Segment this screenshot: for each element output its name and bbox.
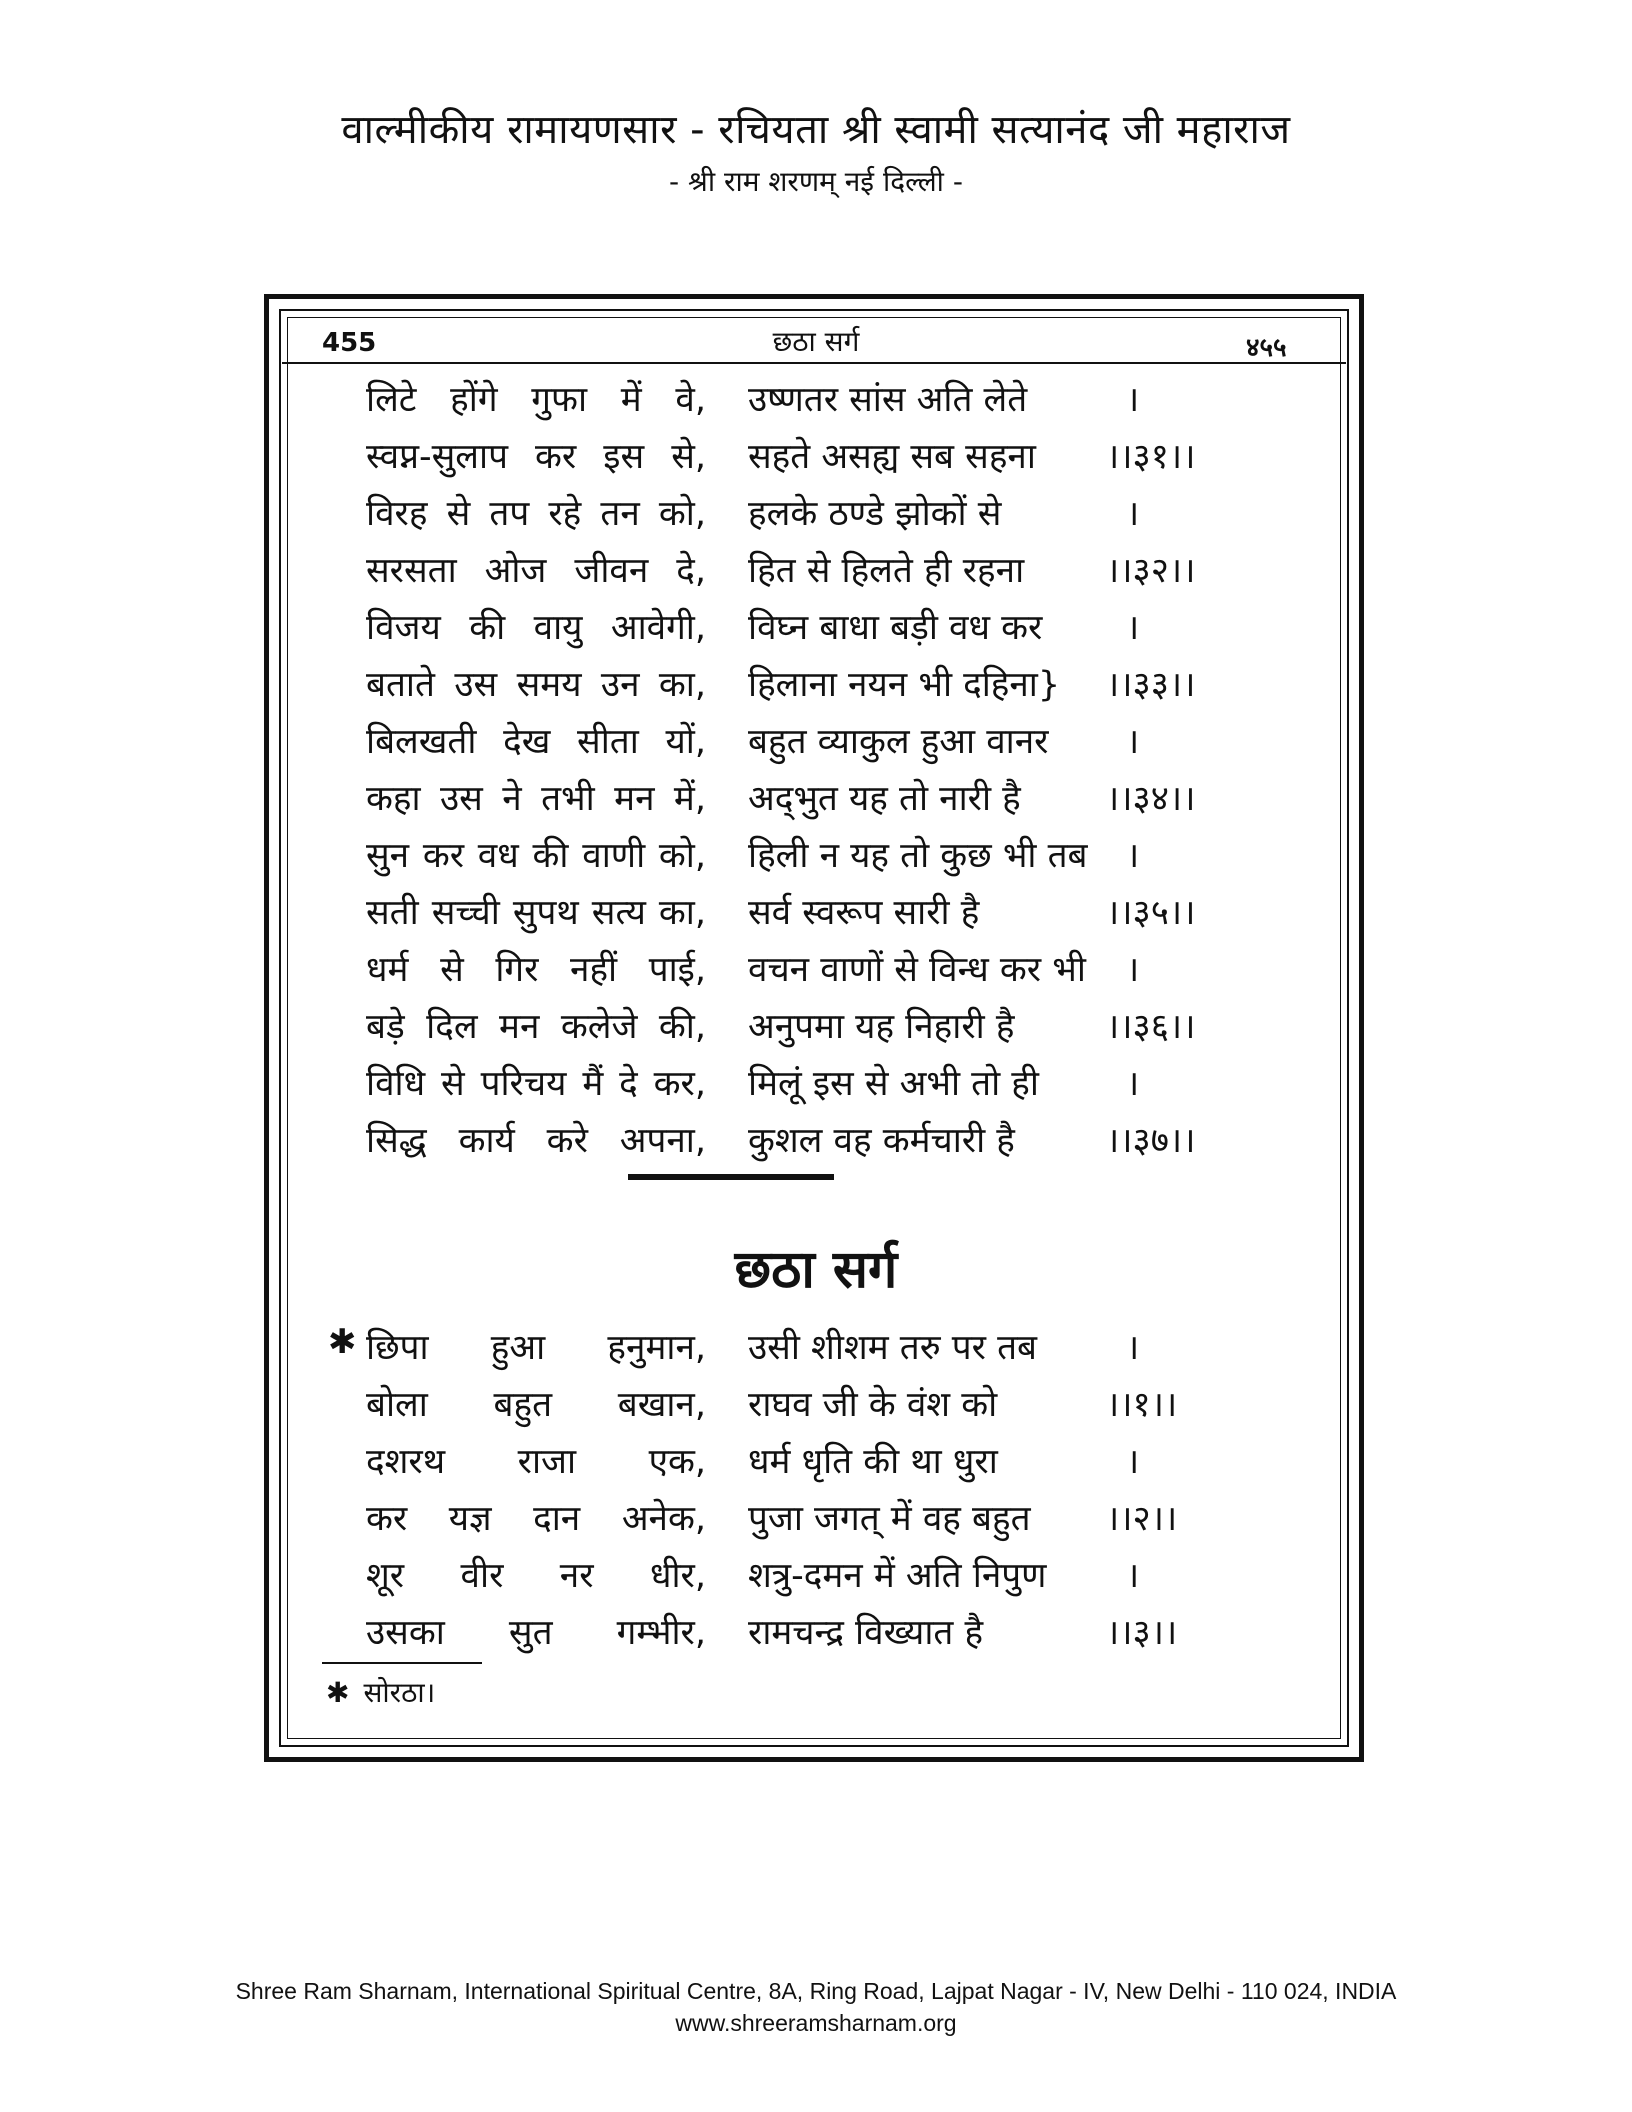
verse-second-half: कुशल वह कर्मचारी है [748,1121,1015,1161]
verse-second-half: सर्व स्वरूप सारी है [748,893,980,933]
verse-line [366,1320,1346,1377]
verse-first-half: सुन कर वध की वाणी को, [366,836,706,876]
verse-second-half: शत्रु-दमन में अति निपुण [748,1556,1047,1596]
footer-address: Shree Ram Sharnam, International Spiritual Centre, 8A, Ring Road, Lajpat Nagar - IV, New Delhi - 110 024, INDIA [235,1978,1397,2004]
verse-first-half: विरह से तप रहे तन को, [366,494,706,534]
footnote-rule [322,1662,482,1664]
verse-line [366,999,1346,1056]
verse-number: ।।३५।। [1106,893,1196,933]
running-title: छठा सर्ग [772,325,860,358]
verse-line [366,600,1346,657]
page-number-left: 455 [322,328,377,358]
verse-number: ।।३१।। [1106,437,1196,477]
verse-line [366,543,1346,600]
verse-first-half: छिपा हुआ हनुमान, [366,1328,706,1368]
verse-first-half: स्वप्न-सुलाप कर इस से, [366,437,706,477]
verse-line [366,429,1346,486]
verse-number: । [1126,380,1140,420]
document-title: वाल्मीकीय रामायणसार - रचियता श्री स्वामी सत्यानंद जी महाराज [341,107,1291,153]
verse-line [366,885,1346,942]
verse-line [366,1491,1346,1548]
verse-first-half: दशरथ राजा एक, [366,1442,706,1482]
verse-first-half: कहा उस ने तभी मन में, [366,779,706,819]
verse-number: ।।३।। [1106,1613,1178,1653]
verse-number: ।।२।। [1106,1499,1178,1539]
verse-number: ।।३४।। [1106,779,1196,819]
verse-second-half: हित से हिलते ही रहना [748,551,1025,591]
verse-number: ।।३७।। [1106,1121,1196,1161]
verse-first-half: विजय की वायु आवेगी, [366,608,706,648]
verse-line [366,657,1346,714]
page-number-right: ४५५ [1246,333,1287,363]
verse-line [366,1113,1346,1170]
verse-first-half: बताते उस समय उन का, [366,665,706,705]
verse-second-half: अनुपमा यह निहारी है [748,1007,1015,1047]
verse-line [366,828,1346,885]
verse-line [366,714,1346,771]
section-divider [628,1174,834,1180]
verse-line [366,771,1346,828]
verse-number: । [1126,1328,1140,1368]
footnote-text: सोरठा। [363,1676,436,1709]
verse-second-half: राघव जी के वंश को [748,1385,998,1425]
verse-second-half: पुजा जगत् में वह बहुत [748,1499,1031,1539]
verse-number: ।।१।। [1106,1385,1178,1425]
verse-first-half: सरसता ओज जीवन दे, [366,551,706,591]
verse-second-half: बहुत व्याकुल हुआ वानर [748,722,1049,762]
verse-second-half: उष्णतर सांस अति लेते [748,380,1028,420]
verse-first-half: सिद्ध कार्य करे अपना, [366,1121,706,1161]
asterisk-icon: ✱ [328,1322,357,1362]
verse-second-half: हलके ठण्डे झोकों से [748,494,1002,534]
verse-second-half: वचन वाणों से विन्ध कर भी [748,950,1086,990]
verse-number: ।।३२।। [1106,551,1196,591]
verse-line [366,1605,1346,1662]
section-title: छठा सर्ग [734,1240,898,1300]
verse-number: । [1126,722,1140,762]
verse-first-half: बोला बहुत बखान, [366,1385,706,1425]
footer-website[interactable]: www.shreeramsharnam.org [675,2010,957,2036]
verse-first-half: विधि से परिचय मैं दे कर, [366,1064,706,1104]
verse-number: । [1126,494,1140,534]
verse-number: । [1126,1064,1140,1104]
verse-number: । [1126,1556,1140,1596]
verse-line [366,1056,1346,1113]
verse-second-half: उसी शीशम तरु पर तब [748,1328,1038,1368]
verse-line [366,942,1346,999]
document-subtitle: - श्री राम शरणम् नई दिल्ली - [669,165,963,198]
verse-line [366,1377,1346,1434]
asterisk-icon: ✱ [326,1676,350,1709]
verse-first-half: लिटे होंगे गुफा में वे, [366,380,706,420]
verse-first-half: बिलखती देख सीता यों, [366,722,706,762]
verse-number: ।।३६।। [1106,1007,1196,1047]
verse-second-half: मिलूं इस से अभी तो ही [748,1064,1039,1104]
header-rule [282,362,1346,364]
verse-first-half: उसका सुत गम्भीर, [366,1613,706,1653]
verse-number: । [1126,1442,1140,1482]
verse-first-half: धर्म से गिर नहीं पाई, [366,950,706,990]
verse-first-half: सती सच्ची सुपथ सत्य का, [366,893,706,933]
verse-line [366,1434,1346,1491]
verse-first-half: कर यज्ञ दान अनेक, [366,1499,706,1539]
verse-second-half: धर्म धृति की था धुरा [748,1442,998,1482]
verse-number: । [1126,608,1140,648]
verse-second-half: विघ्न बाधा बड़ी वध कर [748,608,1043,648]
verse-first-half: शूर वीर नर धीर, [366,1556,706,1596]
footnote [326,1668,435,1718]
verse-line [366,486,1346,543]
verse-second-half: हिली न यह तो कुछ भी तब [748,836,1088,876]
verse-number: । [1126,836,1140,876]
verse-second-half: अद्‌भुत यह तो नारी है [748,779,1021,819]
verse-line [366,1548,1346,1605]
verse-second-half: सहते असह्य सब सहना [748,437,1036,477]
verse-number: ।।३३।। [1106,665,1196,705]
verse-number: । [1126,950,1140,990]
verse-first-half: बड़े दिल मन कलेजे की, [366,1007,706,1047]
verse-line [366,372,1346,429]
verse-second-half: हिलाना नयन भी दहिना} [748,665,1061,705]
verse-second-half: रामचन्द्र विख्यात है [748,1613,984,1653]
